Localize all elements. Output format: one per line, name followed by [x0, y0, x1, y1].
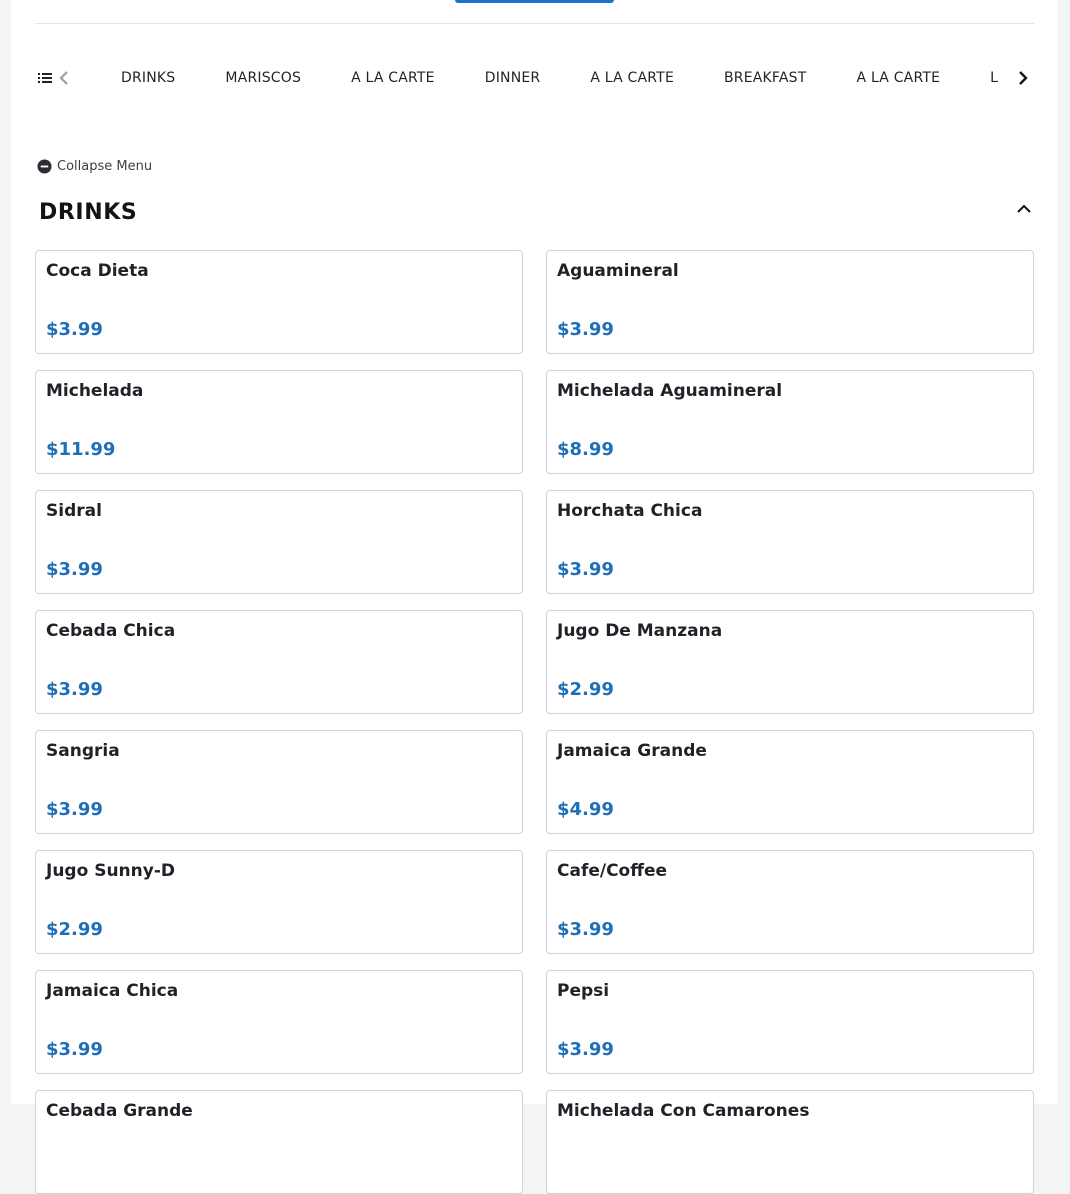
- menu-item-card[interactable]: [35, 370, 523, 474]
- menu-item-name: Jamaica Grande: [557, 741, 707, 761]
- menu-item-name: Cebada Chica: [46, 621, 176, 641]
- category-tab[interactable]: DRINKS: [121, 70, 176, 86]
- category-tab[interactable]: BREAKFAST: [724, 70, 807, 86]
- menu-item-price: $3.99: [46, 319, 103, 340]
- menu-item-card[interactable]: [35, 1090, 523, 1194]
- menu-item-price: $3.99: [557, 1039, 614, 1060]
- category-scroller: [121, 60, 1004, 96]
- menu-item-price: $2.99: [557, 679, 614, 700]
- collapse-menu-label: Collapse Menu: [57, 158, 153, 174]
- menu-item-name: Sangria: [46, 741, 120, 761]
- menu-item-card[interactable]: [35, 970, 523, 1074]
- menu-item-price: $3.99: [46, 559, 103, 580]
- section-title: DRINKS: [39, 200, 138, 225]
- menu-item-price: $3.99: [557, 559, 614, 580]
- menu-item-card[interactable]: [546, 370, 1034, 474]
- menu-item-price: $4.99: [557, 799, 614, 820]
- menu-item-price: $2.99: [46, 919, 103, 940]
- menu-item-card[interactable]: [35, 250, 523, 354]
- menu-item-card[interactable]: [546, 490, 1034, 594]
- active-tab-indicator: [455, 0, 614, 3]
- menu-item-name: Jugo Sunny-D: [46, 861, 175, 881]
- menu-item-name: Jamaica Chica: [46, 981, 179, 1001]
- chevron-right-icon[interactable]: [1016, 69, 1030, 87]
- menu-item-card[interactable]: [546, 610, 1034, 714]
- menu-item-card[interactable]: [35, 490, 523, 594]
- menu-page: [11, 0, 1058, 1121]
- menu-item-name: Michelada: [46, 381, 144, 401]
- menu-item-card[interactable]: [546, 730, 1034, 834]
- menu-item-name: Michelada Aguamineral: [557, 381, 783, 401]
- menu-item-price: $3.99: [46, 679, 103, 700]
- header-divider: [35, 23, 1034, 24]
- category-tab[interactable]: MARISCOS: [225, 70, 302, 86]
- menu-item-name: Coca Dieta: [46, 261, 149, 281]
- menu-item-name: Cebada Grande: [46, 1101, 193, 1121]
- menu-item-grid: [35, 250, 1034, 1194]
- menu-item-price: $3.99: [557, 919, 614, 940]
- category-tab[interactable]: A LA CARTE: [351, 70, 435, 86]
- menu-item-name: Jugo De Manzana: [557, 621, 723, 641]
- menu-item-name: Michelada Con Camarones: [557, 1101, 810, 1121]
- collapse-menu-button[interactable]: [37, 157, 152, 175]
- menu-item-name: Sidral: [46, 501, 102, 521]
- menu-item-price: $3.99: [46, 799, 103, 820]
- chevron-left-icon[interactable]: [58, 70, 70, 86]
- list-icon[interactable]: [37, 70, 53, 86]
- menu-item-price: $8.99: [557, 439, 614, 460]
- menu-item-card[interactable]: [546, 1090, 1034, 1194]
- menu-item-price: $3.99: [557, 319, 614, 340]
- minus-circle-icon: [37, 159, 52, 174]
- category-list: [121, 60, 1004, 96]
- menu-item-card[interactable]: [546, 850, 1034, 954]
- category-tab[interactable]: A LA CARTE: [856, 70, 941, 86]
- category-tab[interactable]: L: [990, 70, 999, 86]
- menu-item-name: Horchata Chica: [557, 501, 703, 521]
- menu-item-name: Pepsi: [557, 981, 610, 1001]
- menu-item-price: $3.99: [46, 1039, 103, 1060]
- menu-item-price: $11.99: [46, 439, 116, 460]
- chevron-up-icon[interactable]: [1016, 201, 1032, 217]
- menu-item-name: Cafe/Coffee: [557, 861, 668, 881]
- menu-item-card[interactable]: [35, 850, 523, 954]
- category-tab[interactable]: A LA CARTE: [590, 70, 674, 86]
- menu-item-card[interactable]: [546, 250, 1034, 354]
- menu-item-card[interactable]: [546, 970, 1034, 1074]
- menu-item-name: Aguamineral: [557, 261, 679, 281]
- menu-item-card[interactable]: [35, 610, 523, 714]
- category-tab[interactable]: DINNER: [484, 70, 541, 86]
- category-bar: [35, 60, 1034, 96]
- menu-item-card[interactable]: [35, 730, 523, 834]
